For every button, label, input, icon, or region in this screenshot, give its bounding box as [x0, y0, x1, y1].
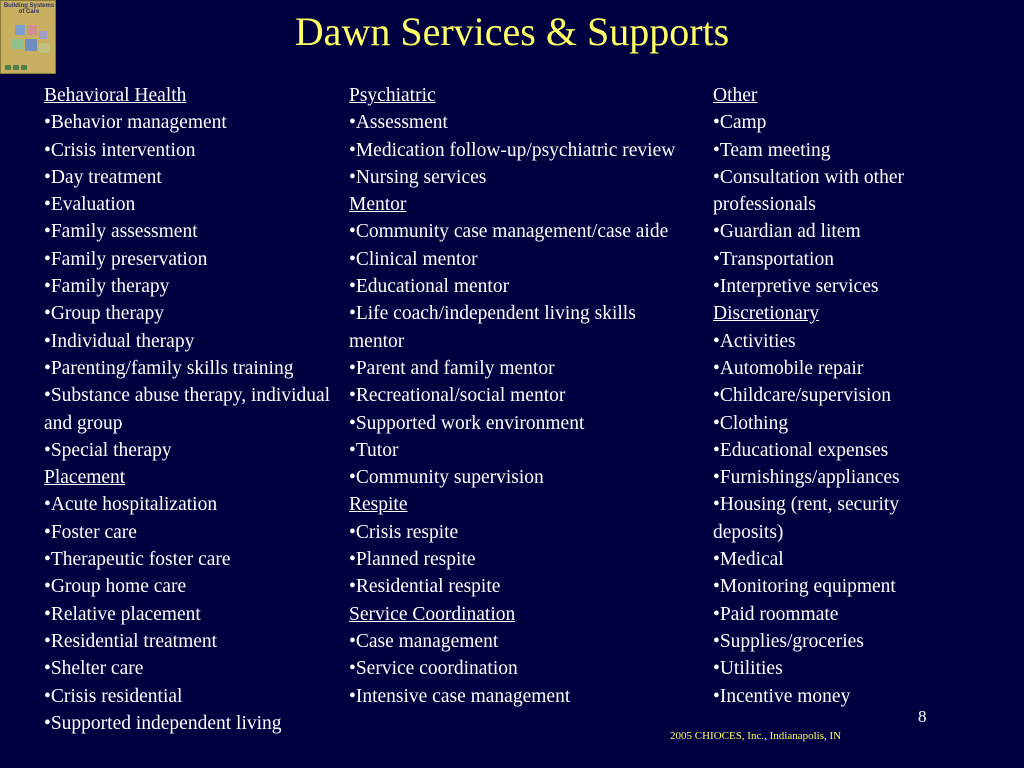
list-item: •Group home care	[44, 576, 187, 598]
list-item: •Paid roommate	[713, 603, 839, 625]
list-item: •Crisis intervention	[44, 139, 196, 161]
list-item: •Therapeutic foster care	[44, 549, 231, 571]
list-item: •Substance abuse therapy, individual and group	[44, 385, 331, 434]
section-heading: Discretionary	[713, 303, 820, 325]
list-item: •Community supervision	[349, 467, 544, 489]
list-item: •Crisis residential	[44, 685, 183, 707]
list-item: •Clothing	[713, 412, 789, 434]
list-item: •Consultation with other professionals	[713, 166, 904, 216]
list-item: •Family therapy	[44, 276, 170, 298]
list-item: •Clinical mentor	[349, 248, 478, 270]
list-item: •Crisis respite	[349, 521, 459, 543]
list-item: •Life coach/independent living skills mentor	[349, 303, 636, 352]
slide-title: Dawn Services & Supports	[294, 9, 730, 54]
list-item: •Residential treatment	[44, 630, 218, 652]
list-item: •Supplies/groceries	[713, 630, 864, 652]
list-item: •Parent and family mentor	[349, 357, 555, 379]
section-heading: Mentor	[349, 194, 407, 216]
list-item: •Medical	[713, 549, 784, 571]
list-item: •Guardian ad litem	[713, 221, 861, 243]
list-item: •Incentive money	[713, 685, 851, 707]
list-item: •Camp	[713, 112, 767, 134]
column-psychiatric-mentor-respite	[349, 82, 694, 710]
list-item: •Intensive case management	[349, 685, 571, 707]
list-item: •Supported work environment	[349, 412, 585, 434]
logo-text: Building Systems of Care	[3, 3, 55, 15]
page-number: 8	[918, 707, 927, 726]
list-item: •Community case management/case aide	[349, 221, 669, 243]
list-item: •Foster care	[44, 521, 137, 543]
list-item: •Transportation	[713, 248, 834, 270]
list-item: •Interpretive services	[713, 276, 879, 298]
section-heading: Service Coordination	[349, 603, 516, 625]
column-behavioral-placement	[44, 82, 334, 737]
list-item: •Residential respite	[349, 576, 501, 598]
list-item: •Acute hospitalization	[44, 494, 218, 516]
list-item: •Educational expenses	[713, 439, 889, 461]
list-item: •Utilities	[713, 658, 783, 680]
section-heading: Respite	[349, 494, 408, 516]
list-item: •Furnishings/appliances	[713, 467, 900, 489]
section-heading: Other	[713, 85, 758, 106]
list-item: •Case management	[349, 630, 499, 652]
list-item: •Relative placement	[44, 603, 201, 625]
list-item: •Housing (rent, security deposits)	[713, 494, 900, 543]
list-item: •Nursing services	[349, 166, 487, 188]
column-other-discretionary	[713, 82, 953, 710]
section-heading: Psychiatric	[349, 85, 436, 106]
list-item: •Educational mentor	[349, 276, 510, 298]
list-item: •Behavior management	[44, 112, 227, 134]
list-item: •Group therapy	[44, 303, 164, 325]
list-item: •Medication follow-up/psychiatric review	[349, 139, 676, 161]
list-item: •Family assessment	[44, 221, 198, 243]
list-item: •Evaluation	[44, 194, 136, 216]
list-item: •Team meeting	[713, 139, 831, 161]
list-item: •Assessment	[349, 112, 448, 134]
list-item: •Day treatment	[44, 166, 162, 188]
section-heading: Behavioral Health	[44, 85, 187, 106]
list-item: •Individual therapy	[44, 330, 195, 352]
list-item: •Activities	[713, 330, 796, 352]
list-item: •Automobile repair	[713, 357, 864, 379]
list-item: •Supported independent living	[44, 712, 282, 734]
list-item: •Planned respite	[349, 549, 476, 571]
footer-copyright: 2005 CHIOCES, Inc., Indianapolis, IN	[670, 730, 842, 742]
section-heading: Placement	[44, 467, 126, 489]
list-item: •Service coordination	[349, 658, 518, 680]
list-item: •Childcare/supervision	[713, 385, 891, 407]
list-item: •Shelter care	[44, 658, 144, 680]
list-item: •Tutor	[349, 439, 399, 461]
list-item: •Family preservation	[44, 248, 208, 270]
list-item: •Recreational/social mentor	[349, 385, 566, 407]
list-item: •Parenting/family skills training	[44, 357, 294, 379]
list-item: •Special therapy	[44, 439, 172, 461]
list-item: •Monitoring equipment	[713, 576, 896, 598]
